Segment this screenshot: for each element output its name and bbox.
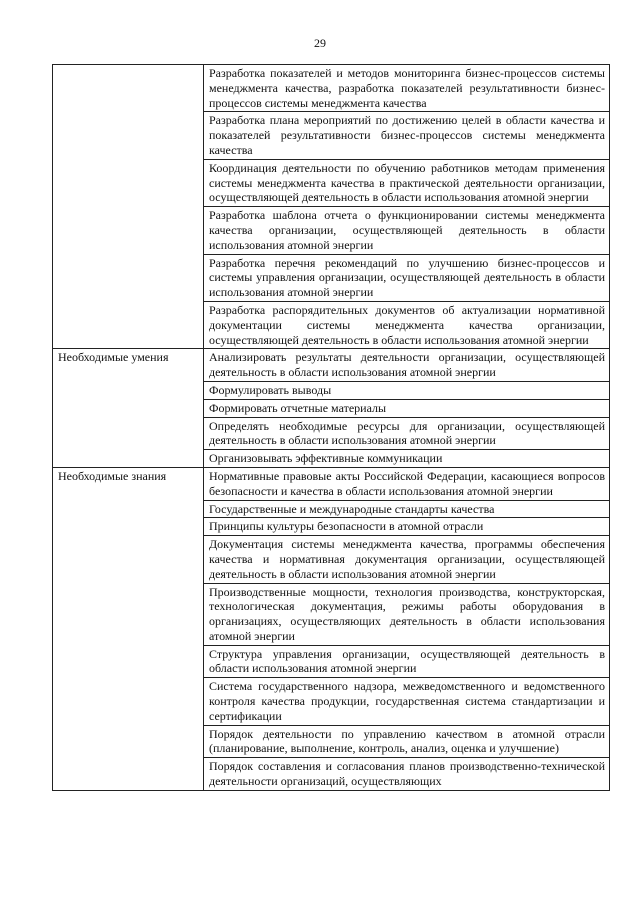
item-cell: Разработка плана мероприятий по достижению целей в области качества и показателей результативности бизнес-процессов системы менеджмента качества — [204, 112, 610, 159]
section-label — [53, 65, 204, 349]
section-label: Необходимые умения — [53, 349, 204, 468]
item-cell: Разработка показателей и методов мониторинга бизнес-процессов системы менеджмента качества, разработка показателей результативности бизнес-процессов системы менеджмента качества — [204, 65, 610, 112]
item-cell: Нормативные правовые акты Российской Федерации, касающиеся вопросов безопасности и качества в области использования атомной энергии — [204, 467, 610, 500]
page-number: 29 — [314, 36, 326, 50]
item-cell: Разработка распорядительных документов об актуализации нормативной документации системы менеджмента качества организации, осуществляющей деятельность в области использования атомной энергии — [204, 301, 610, 348]
item-cell: Порядок составления и согласования планов производственно-технической деятельности организаций, осуществляющих — [204, 758, 610, 791]
requirements-table — [52, 64, 610, 791]
item-cell: Структура управления организации, осуществляющей деятельность в области использования атомной энергии — [204, 645, 610, 678]
table-body — [53, 65, 610, 791]
table-row — [53, 65, 610, 112]
item-cell: Документация системы менеджмента качества, программы обеспечения качества и нормативная документация организации, осуществляющей деятельность в области использования атомной энергии — [204, 536, 610, 583]
table-row — [53, 349, 610, 382]
item-cell: Организовывать эффективные коммуникации — [204, 450, 610, 468]
item-cell: Разработка перечня рекомендаций по улучшению бизнес-процессов и системы управления организации, осуществляющей деятельность в области использования атомной энергии — [204, 254, 610, 301]
item-cell: Принципы культуры безопасности в атомной отрасли — [204, 518, 610, 536]
item-cell: Производственные мощности, технология производства, конструкторская, технологическая документация, режимы работы оборудования в организациях, осуществляющих деятельность в области использования атомной энергии — [204, 583, 610, 645]
item-cell: Формировать отчетные материалы — [204, 399, 610, 417]
table-row — [53, 467, 610, 500]
item-cell: Координация деятельности по обучению работников методам применения системы менеджмента качества в практической деятельности организации, осуществляющей деятельность в области использования атомной энергии — [204, 159, 610, 206]
item-cell: Формулировать выводы — [204, 381, 610, 399]
item-cell: Анализировать результаты деятельности организации, осуществляющей деятельность в области использования атомной энергии — [204, 349, 610, 382]
item-cell: Разработка шаблона отчета о функционировании системы менеджмента качества организации, осуществляющей деятельность в области использования атомной энергии — [204, 207, 610, 254]
item-cell: Порядок деятельности по управлению качеством в атомной отрасли (планирование, выполнение, контроль, анализ, оценка и улучшение) — [204, 725, 610, 758]
item-cell: Система государственного надзора, межведомственного и ведомственного контроля качества продукции, государственная система стандартизации и сертификации — [204, 678, 610, 725]
section-label: Необходимые знания — [53, 467, 204, 790]
item-cell: Государственные и международные стандарты качества — [204, 500, 610, 518]
item-cell: Определять необходимые ресурсы для организации, осуществляющей деятельность в области использования атомной энергии — [204, 417, 610, 450]
